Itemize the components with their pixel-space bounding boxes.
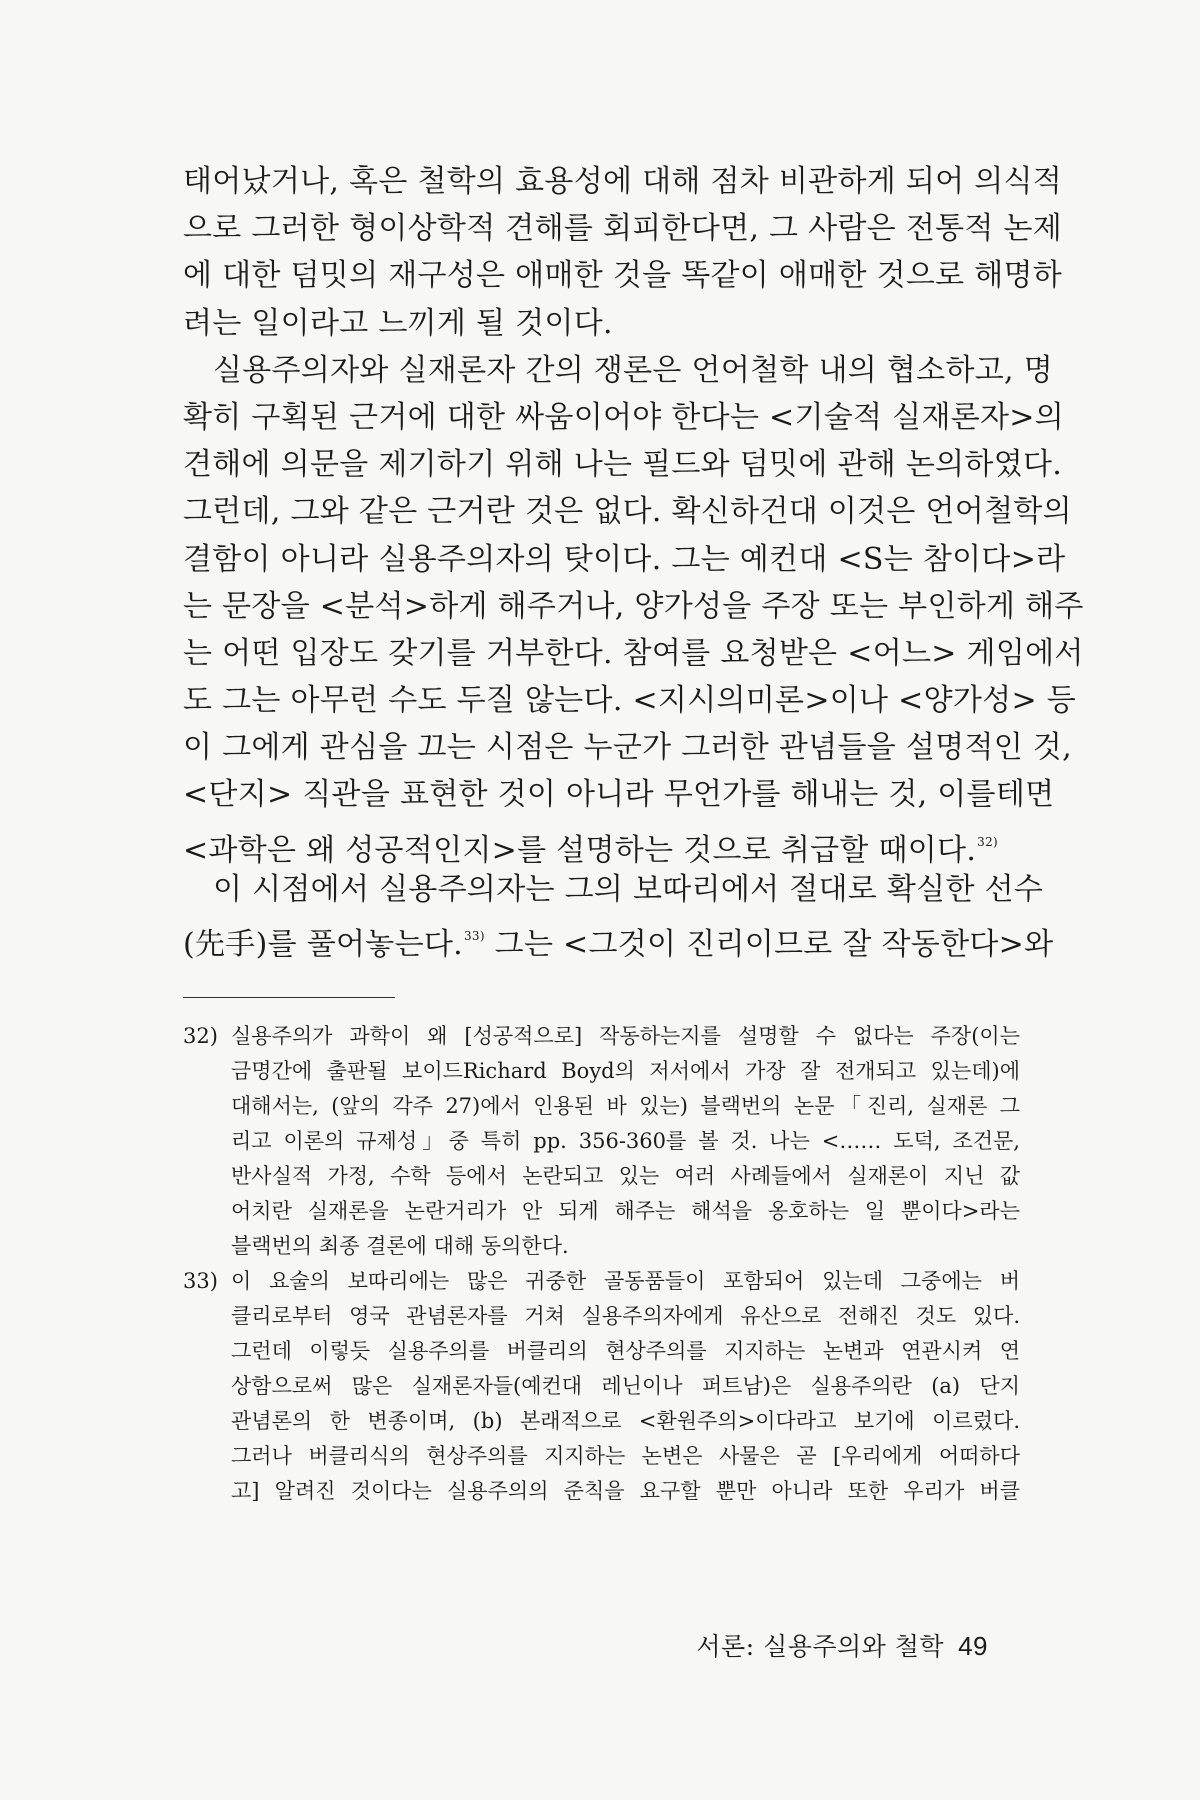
text-line: 이 시점에서 실용주의자는 그의 보따리에서 절대로 확실한 선수 [213,871,1044,907]
footnote-line: 블랙번의 최종 결론에 대해 동의한다. [231,1234,569,1258]
text-line [183,913,1054,962]
footnote-text: 실용주의가 과학이 왜 [성공적으로] 작동하는지를 설명할 수 없다는 주장(이는 [231,1024,1020,1048]
text-line [183,819,1020,866]
footnote-line [183,1019,1020,1054]
text-line: 이 그에게 관심을 끄는 시점은 누군가 그러한 관념들을 설명적인 것, [183,730,1072,766]
text-line: 도 그는 아무런 수도 두질 않는다. <지시의미론>이나 <양가성> 등 [183,683,1076,719]
footnote-ref-32[interactable]: 32) [977,834,999,849]
text-line-content: 그는 <그것이 진리이므로 잘 작동한다>와 [484,927,1054,962]
text-line: 려는 일이라고 느끼게 될 것이다. [183,305,613,341]
footnote-line: 금명간에 출판될 보이드Richard Boyd의 저서에서 가장 잘 전개되고 있는데)에 [231,1059,1020,1083]
footnote-line: 대해서는, (앞의 각주 27)에서 인용된 바 있는) 블랙번의 논문「진리, 실재론 그 [231,1094,1020,1118]
footnote-line: 고] 알려진 것이다는 실용주의의 준칙을 요구할 뿐만 아니라 또한 우리가 버클 [231,1479,1020,1503]
text-line-content: <과학은 왜 성공적인지>를 설명하는 것으로 취급할 때이다. [183,832,977,868]
text-line: 는 문장을 <분석>하게 해주거나, 양가성을 주장 또는 부인하게 해주 [183,588,1084,624]
footnote-line: 리고 이론의 규제성」중 특히 pp. 356-360를 볼 것. 나는 <…… 도덕, 조건문, [231,1129,1020,1153]
footnote-line: 상함으로써 많은 실재론자들(예컨대 레닌이나 퍼트남)은 실용주의란 (a) 단지 [231,1374,1020,1398]
text-line: 확히 구획된 근거에 대한 싸움이어야 한다는 <기술적 실재론자>의 [183,399,1065,435]
text-line: 실용주의자와 실재론자 간의 쟁론은 언어철학 내의 협소하고, 명 [213,352,1053,388]
text-line: 는 어떤 입장도 갖기를 거부한다. 참여를 요청받은 <어느> 게임에서 [183,635,1084,671]
main-text [183,158,1084,962]
text-line: 결함이 아니라 실용주의자의 탓이다. 그는 예컨대 <S는 참이다>라 [183,541,1066,577]
footnote-number: 32) [183,1024,218,1048]
text-line: 그런데, 그와 같은 근거란 것은 없다. 확신하건대 이것은 언어철학의 [183,494,1072,530]
footnote-text: 이 요술의 보따리에는 많은 귀중한 골동품들이 포함되어 있는데 그중에는 버 [231,1269,1020,1293]
footnote-ref-33[interactable]: 33) [463,929,485,943]
paragraph-1 [183,158,1063,347]
footnote-line [183,1264,1020,1299]
text-line-content: (先手)를 풀어놓는다. [183,927,463,962]
page-number: 49 [958,1631,988,1661]
footnote-33 [183,1264,1020,1509]
text-line: 견해에 의문을 제기하기 위해 나는 필드와 덤밋에 관해 논의하였다. [183,447,1063,483]
text-line: 으로 그러한 형이상학적 견해를 회피한다면, 그 사람은 전통적 논제 [183,211,1063,247]
footnote-line: 그런데 이렇듯 실용주의를 버클리의 현상주의를 지지하는 논변과 연관시켜 연 [231,1339,1020,1363]
paragraph-2 [183,347,1084,868]
footnote-line: 반사실적 가정, 수학 등에서 논란되고 있는 여러 사례들에서 실재론이 지닌 값 [231,1164,1020,1188]
paragraph-3 [183,866,1054,962]
footnote-line: 클리로부터 영국 관념론자를 거쳐 실용주의자에게 유산으로 전해진 것도 있다. [231,1304,1020,1328]
footnote-line: 그러나 버클리식의 현상주의를 지지하는 논변은 사물은 곧 [우리에게 어떠하다 [231,1444,1020,1468]
footnote-divider [183,997,395,998]
page-footer [696,1627,988,1663]
footnote-32 [183,1019,1020,1264]
footnote-line: 어치란 실재론을 논란거리가 안 되게 해주는 해석을 옹호하는 일 뿐이다>라는 [231,1199,1020,1223]
footnote-line: 관념론의 한 변종이며, (b) 본래적으로 <환원주의>이다라고 보기에 이르렀다. [231,1409,1020,1433]
footnote-number: 33) [183,1269,218,1293]
footnotes [183,1019,1020,1509]
text-line: 태어났거나, 혹은 철학의 효용성에 대해 점차 비관하게 되어 의식적 [183,164,1063,199]
text-line: <단지> 직관을 표현한 것이 아니라 무언가를 해내는 것, 이를테면 [183,777,1055,813]
running-title: 서론: 실용주의와 철학 [696,1632,945,1661]
text-line: 에 대한 덤밋의 재구성은 애매한 것을 똑같이 애매한 것으로 해명하 [183,258,1063,294]
